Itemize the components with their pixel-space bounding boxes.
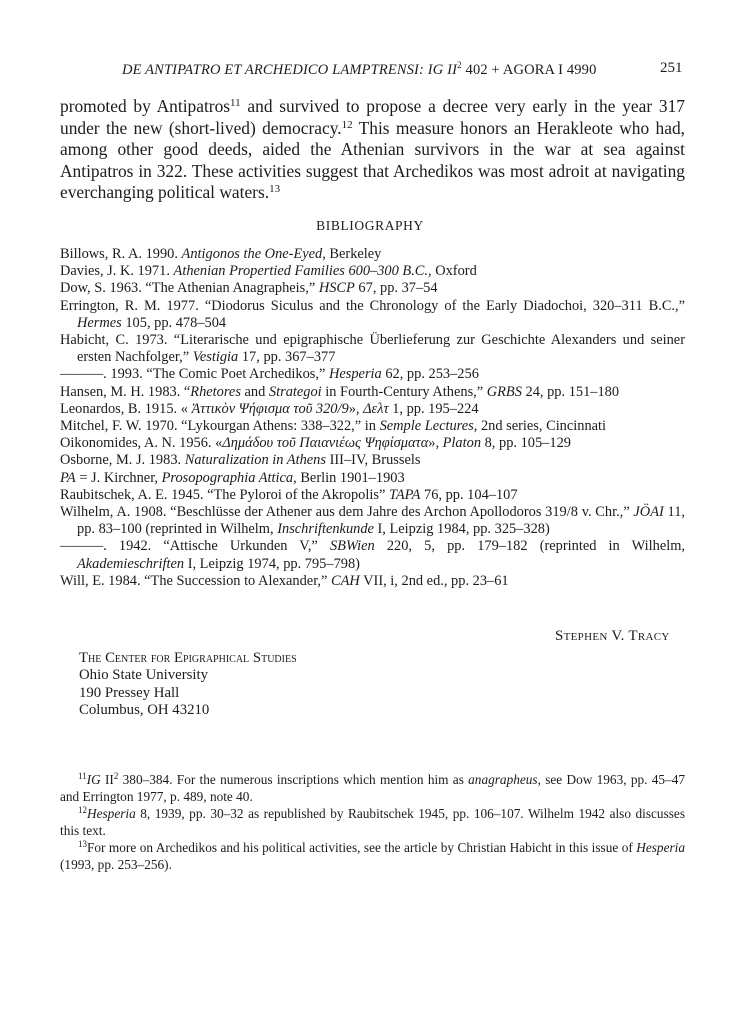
bibliography-heading: BIBLIOGRAPHY <box>316 218 424 233</box>
bibliography-italic-title: PA <box>60 469 76 486</box>
bibliography-italic-title: Naturalization in Athens <box>184 452 326 469</box>
bibliography-italic-title: GRBS <box>486 383 522 400</box>
bibliography-text: 11, pp. 83–100 (reprinted in Wilhelm, <box>77 504 685 538</box>
bibliography-entry <box>60 418 685 435</box>
body-text-part: This measure honors an Herakleote who had, among other good deeds, aided the Athenian survivors in the war at sea against Antipatros in 322. These activities suggest that Archedikos was most adroit at navigating everchanging political waters. <box>60 117 685 203</box>
address-institution: The Center for Epigraphical Studies <box>79 650 297 666</box>
address-city: Columbus, OH 43210 <box>79 702 210 719</box>
bibliography-text: Leonardos, B. 1915. « <box>60 400 192 417</box>
bibliography-text: ———. 1993. “The Comic Poet Archedikos,” <box>60 366 329 383</box>
page-number: 251 <box>660 60 683 76</box>
footnote-text: 8, 1939, pp. 30–32 as republished by Raubitschek 1945, pp. 106–107. Wilhelm 1942 also discusses this text. <box>60 806 685 838</box>
bibliography-text: Hansen, M. H. 1983. “ <box>60 383 191 400</box>
bibliography-italic-title: HSCP <box>318 280 355 297</box>
bibliography-italic-title: Vestigia <box>192 349 239 366</box>
footnote-text: 380–384. For the numerous inscriptions which mention him as <box>118 772 469 787</box>
bibliography-entry <box>60 298 685 332</box>
bibliography-entry <box>60 384 685 401</box>
footnote-11 <box>60 772 685 805</box>
bibliography-entry <box>60 280 685 297</box>
bibliography-text: 105, pp. 478–504 <box>121 314 227 331</box>
bibliography-entry <box>60 538 685 572</box>
footnote-12 <box>60 806 685 839</box>
footnotes <box>60 772 685 875</box>
bibliography-text: 17, pp. 367–377 <box>238 349 336 366</box>
bibliography-text: Mitchel, F. W. 1970. “Lykourgan Athens: 338–322,” in <box>60 418 380 435</box>
bibliography-italic-title: JÖAI <box>633 504 664 521</box>
bibliography-text: Osborne, M. J. 1983. <box>60 452 185 469</box>
footnote-mark: 11 <box>78 771 87 781</box>
bibliography-italic-title: Ἀττικὸν Ψήφισμα τοῦ 320/9 <box>191 400 349 417</box>
bibliography-italic-title: Platon <box>442 435 482 452</box>
bibliography-text: », <box>348 400 364 417</box>
bibliography-text: I, Leipzig 1974, pp. 795–798) <box>184 555 360 572</box>
running-head <box>122 60 682 79</box>
footnote-text: (1993, pp. 253–256). <box>60 856 172 872</box>
footnote-ref-12[interactable]: 12 <box>341 118 353 131</box>
footnote-13 <box>60 840 685 873</box>
author-address <box>79 650 297 720</box>
bibliography-entry <box>60 470 685 487</box>
bibliography-entry <box>60 366 685 383</box>
bibliography-entry <box>60 263 685 280</box>
bibliography-text: Will, E. 1984. “The Succession to Alexander,” <box>60 572 331 589</box>
footnote-text: , see Dow 1963, pp. 45–47 and Errington 1977, p. 489, note 40. <box>60 772 685 804</box>
bibliography-text: , 2nd series, Cincinnati <box>473 418 607 435</box>
bibliography-text: 8, pp. 105–129 <box>481 435 571 452</box>
footnote-superscript: 2 <box>113 771 119 781</box>
bibliography-text: 24, pp. 151–180 <box>521 383 620 400</box>
footnote-ref-13[interactable]: 13 <box>269 183 281 196</box>
footnote-text: For more on Archedikos and his political activities, see the article by Christian Habicht in this issue of <box>87 840 637 856</box>
bibliography-text: 1, pp. 195–224 <box>388 400 479 417</box>
running-head-superscript: 2 <box>457 60 462 70</box>
bibliography-italic-title: Hermes <box>77 314 122 331</box>
body-text-part: and survived to propose a decree very early in the year 317 under the new (short-lived) democracy. <box>60 96 685 138</box>
bibliography-text: , Berkeley <box>322 246 382 262</box>
bibliography-text: 220, 5, pp. 179–182 (reprinted in Wilhelm, <box>374 538 685 555</box>
bibliography-text: VII, i, 2nd ed., pp. 23–61 <box>359 572 509 589</box>
bibliography-text: Habicht, C. 1973. “Literarische und epigraphische Überlieferung zur Geschichte Alexanders und seiner ersten Nachfolger,” <box>60 332 685 366</box>
bibliography-text: Davies, J. K. 1971. <box>60 263 174 280</box>
running-head-title-end: 402 + AGORA I 4990 <box>461 61 597 78</box>
bibliography-italic-title: Antigonos the One-Eyed <box>181 246 323 262</box>
bibliography-entry <box>60 487 685 504</box>
bibliography-text: Wilhelm, A. 1908. “Beschlüsse der Athener aus dem Jahre des Archon Apollodoros 319/8 v. Chr.,” <box>60 504 634 521</box>
bibliography-italic-title: TAPA <box>388 486 421 503</box>
bibliography-text: , Oxford <box>428 263 477 280</box>
bibliography-text: Dow, S. 1963. “The Athenian Anagrapheis,” <box>60 280 319 297</box>
bibliography-text: 67, pp. 37–54 <box>354 280 438 297</box>
footnote-text-italic: IG <box>86 772 101 787</box>
bibliography-text: and <box>240 383 269 400</box>
footnote-mark: 12 <box>78 805 87 816</box>
bibliography-text: = J. Kirchner, <box>75 469 162 486</box>
footnote-text-italic: Hesperia <box>636 840 685 856</box>
bibliography-italic-title: Strategoi <box>268 383 322 400</box>
bibliography-text: ———. 1942. “Attische Urkunden V,” <box>60 538 330 555</box>
bibliography-italic-title: SBWien <box>329 538 375 555</box>
bibliography-entry <box>60 401 685 418</box>
running-head-title: DE ANTIPATRO ET ARCHEDICO LAMPTRENSI: IG II <box>122 61 458 78</box>
bibliography-italic-title: Akademieschriften <box>77 555 185 572</box>
bibliography-text: Billows, R. A. 1990. <box>60 246 182 262</box>
bibliography-italic-title: Semple Lectures <box>379 418 474 435</box>
bibliography-entry <box>60 332 685 366</box>
footnote-mark: 13 <box>78 839 87 850</box>
bibliography-italic-title: Athenian Propertied Families 600–300 B.C. <box>173 263 429 280</box>
bibliography-text: in Fourth-Century Athens,” <box>321 383 487 400</box>
bibliography-text: I, Leipzig 1984, pp. 325–328) <box>373 521 550 538</box>
footnote-text: II <box>100 772 114 787</box>
bibliography-entry <box>60 246 685 263</box>
bibliography-italic-title: Hesperia <box>328 366 382 383</box>
bibliography-italic-title: Rhetores <box>190 383 241 400</box>
bibliography-text: Raubitschek, A. E. 1945. “The Pyloroi of the Akropolis” <box>60 486 389 503</box>
author-signature: Stephen V. Tracy <box>555 628 670 644</box>
bibliography-text: 62, pp. 253–256 <box>381 366 479 383</box>
footnote-text-italic: Hesperia <box>87 806 136 822</box>
bibliography-text: », <box>428 435 443 452</box>
bibliography-italic-title: Δελτ <box>363 400 389 417</box>
footnote-text-italic: anagrapheus <box>468 772 538 787</box>
bibliography-entry <box>60 435 685 452</box>
body-text-part: promoted by Antipatros <box>60 96 231 116</box>
bibliography-text: Oikonomides, A. N. 1956. « <box>60 435 223 452</box>
bibliography-text: 76, pp. 104–107 <box>420 486 518 503</box>
body-paragraph <box>60 96 685 204</box>
bibliography-entry <box>60 504 685 538</box>
bibliography-list <box>60 246 685 590</box>
footnote-ref-11[interactable]: 11 <box>230 97 241 109</box>
address-university: Ohio State University <box>79 667 209 684</box>
bibliography-italic-title: Inschriftenkunde <box>277 521 374 538</box>
bibliography-entry <box>60 573 685 590</box>
bibliography-text: , Berlin 1901–1903 <box>293 469 405 486</box>
bibliography-text: III–IV, Brussels <box>325 452 421 469</box>
bibliography-italic-title: Prosopographia Attica <box>161 469 294 486</box>
bibliography-text: Errington, R. M. 1977. “Diodorus Siculus and the Chronology of the Early Diadochoi, 320–311 B.C.,” <box>60 297 685 314</box>
bibliography-entry <box>60 452 685 469</box>
address-building: 190 Pressey Hall <box>79 684 180 701</box>
bibliography-italic-title: Δημάδου τοῦ Παιανιέως Ψηφίσματα <box>222 435 429 452</box>
bibliography-italic-title: CAH <box>331 572 360 589</box>
